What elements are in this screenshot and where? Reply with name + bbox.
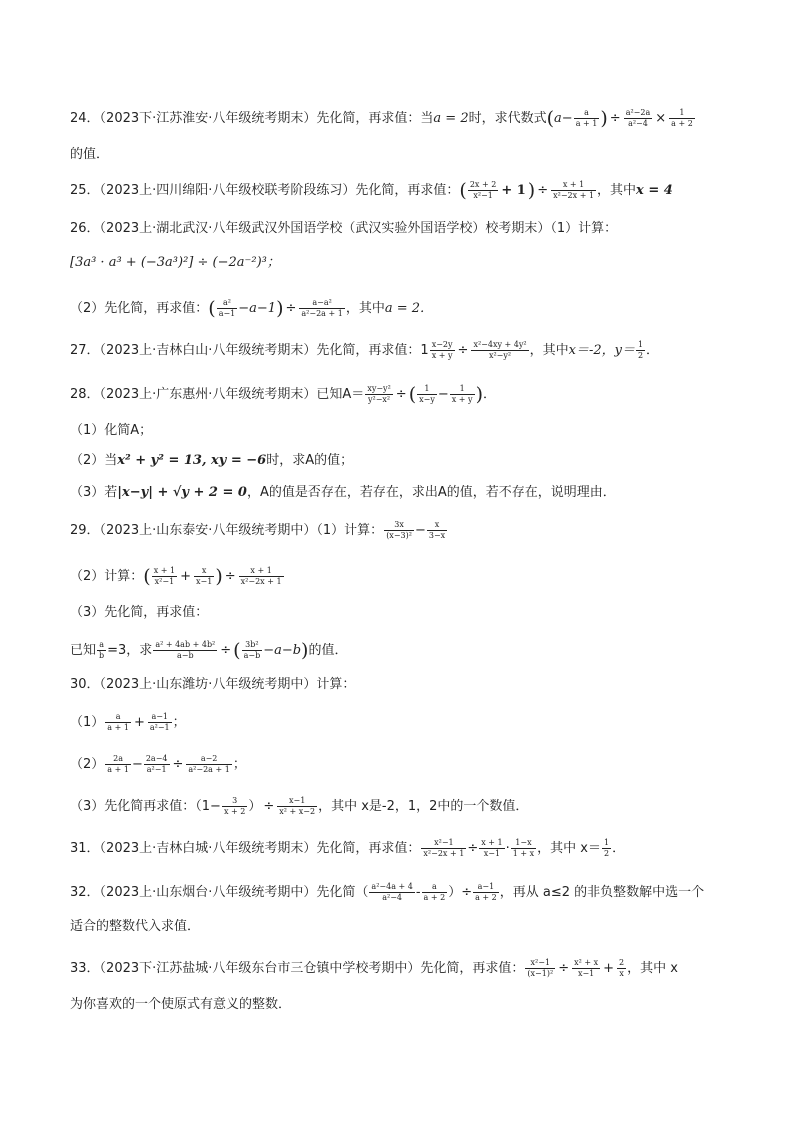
problem-31: 31．（2023上·吉林白城·八年级统考期末）先化简，再求值： $\frac{\text{x²−1}}{\text{x²−2x + 1}}$ ÷ $\frac{x + 1}{x-1}$ · $\frac{1-x}{1 + x}$ ，其中 x＝ $\frac{1}{2}$ ． (70, 838, 626, 858)
fraction: $\frac{3}{x + 2}$ (223, 796, 246, 816)
problem-source: （2023上·山东潍坊·八年级统考期中） (99, 677, 317, 692)
fraction: $\frac{a}{a + 1}$ (575, 108, 598, 128)
problem-text: 先化简，再求值： (316, 841, 421, 856)
fraction: $\frac{1}{2}$ (603, 838, 610, 858)
problem-27: 27．（2023上·吉林白山·八年级统考期末）先化简，再求值：1 $\frac{x-2y}{x + y}$ ÷ $\frac{\text{x²−4xy + 4y²}}{\text{x²−y²}}$ ，其中x＝-2，y＝ $\frac{1}{2}$ ． (70, 340, 660, 360)
fraction: $\frac{\text{x²−1}}{\text{x²−2x + 1}}$ (423, 838, 465, 858)
fraction: $\frac{\text{x²−1}}{\text{(x−1)²}}$ (527, 958, 554, 978)
condition: a = 2． (384, 301, 434, 316)
problem-24: 24．（2023下·江苏淮安·八年级统考期末）先化简，再求值：当a = 2时，求代数式(a− $\frac{a}{a + 1}$ ) ÷ $\frac{\text{a²−2a}}{\text{a²−4}}$ × $\frac{1}{a + 2}$ (70, 107, 693, 130)
fraction: $\frac{\text{a² + 4ab + 4b²}}{a-b}$ (155, 640, 216, 660)
problem-number: 30． (70, 677, 100, 692)
problem-source: （2023上·吉林白城·八年级统考期末） (99, 841, 317, 856)
problem-28: 28．（2023上·广东惠州·八年级统考期末）已知A＝ $\frac{\text{xy−y²}}{\text{y²−x²}}$ ÷ ( $\frac{1}{x-y}$ − $\frac{1}{x + y}$ )． (70, 383, 497, 406)
fraction: $\frac{x + 1}{\text{x²−2x + 1}}$ (553, 180, 595, 200)
fraction: $\frac{\text{x²−4xy + 4y²}}{\text{x²−y²}}$ (473, 340, 527, 360)
fraction: $\frac{1}{x + y}$ (451, 384, 473, 404)
fraction: $\frac{2a}{a + 1}$ (107, 754, 129, 774)
fraction: $\frac{a-2}{\text{a²−2a + 1}}$ (188, 754, 230, 774)
problem-29-part3 (70, 604, 208, 622)
fraction: $\frac{2x + 2}{\text{x²−1}}$ (469, 180, 497, 200)
problem-text: 计算： (316, 677, 356, 692)
fraction: $\frac{1-x}{1 + x}$ (512, 838, 535, 858)
fraction: $\frac{1}{x-y}$ (419, 384, 435, 404)
problem-text: （1） (70, 715, 105, 730)
condition: a = 2 (433, 111, 469, 126)
condition: x² + y² = 13, xy = −6 (117, 453, 267, 468)
fraction: $\frac{x + 1}{\text{x²−2x + 1}}$ (240, 566, 282, 586)
problem-29-part2: （2）计算：( $\frac{x + 1}{\text{x²−1}}$ + $\frac{x}{x-1}$ ) ÷ $\frac{x + 1}{\text{x²−2x + 1}}$ (70, 565, 282, 588)
problem-32: 32．（2023上·山东烟台·八年级统考期中）先化简（ $\frac{\text{a²−4a + 4}}{\text{a²−4}}$ - $\frac{a}{a + 2}$ ）÷ $\frac{a-1}{a + 2}$ ，再从 a≤2 的非负整数解中选一个 (70, 882, 705, 902)
fraction: $\frac{a-1}{a + 2}$ (475, 882, 497, 902)
problem-number: 27． (70, 343, 100, 358)
fraction: $\frac{x}{3-x}$ (428, 520, 446, 540)
fraction: $\frac{x + 1}{\text{x²−1}}$ (153, 566, 176, 586)
fraction: $\frac{\text{a−a²}}{\text{a²−2a + 1}}$ (301, 298, 343, 318)
problem-30 (70, 676, 355, 694)
problem-29-given: 已知 $\frac{a}{b}$ =3，求 $\frac{\text{a² + 4ab + 4b²}}{a-b}$ ÷ ( $\frac{\text{3b²}}{a-b}$ −a−b)的值． (70, 639, 348, 662)
problem-text: 的值． (308, 643, 348, 658)
fraction: $\frac{\text{a²−2a}}{\text{a²−4}}$ (625, 108, 651, 128)
problem-text: （1）化简A； (70, 423, 153, 438)
problem-number: 28． (70, 387, 100, 402)
problem-26-expr (70, 254, 280, 272)
fraction: $\frac{2}{x}$ (619, 958, 625, 978)
problem-number: 32． (70, 885, 100, 900)
problem-text: （1）计算： (550, 221, 618, 236)
problem-25: 25．（2023上·四川绵阳·八年级校联考阶段练习）先化简，再求值：( $\frac{2x + 2}{\text{x²−1}}$ + 1 ) ÷ $\frac{x + 1}{\text{x²−2x + 1}}$ ，其中x = 4 (70, 179, 673, 202)
problem-24-tail (70, 146, 109, 164)
fraction: $\frac{1}{2}$ (637, 340, 644, 360)
condition: |x−y| + √y + 2 = 0 (117, 485, 247, 500)
problem-29: 29．（2023上·山东泰安·八年级统考期中）（1）计算： $\frac{3x}{\text{(x−3)²}}$ − $\frac{x}{3-x}$ (70, 520, 446, 540)
fraction: $\frac{3x}{\text{(x−3)²}}$ (386, 520, 412, 540)
problem-30-part1: （1） $\frac{a}{a + 1}$ + $\frac{a-1}{\text{a²−1}}$ ； (70, 712, 186, 732)
problem-number: 31． (70, 841, 100, 856)
problem-text: （2）先化简，再求值： (70, 301, 209, 316)
problem-30-part3: （3）先化简再求值：（1− $\frac{3}{x + 2}$ ） ÷ $\frac{x-1}{\text{x² + x−2}}$ ，其中 x是-2，1，2中的一个数值． (70, 796, 529, 816)
problem-source: （2023上·广东惠州·八年级统考期末） (99, 387, 317, 402)
problem-number: 26． (70, 221, 100, 236)
fraction: $\frac{x}{x-1}$ (196, 566, 213, 586)
problem-text: （2）当 (70, 453, 118, 468)
problem-text: （1）计算： (316, 523, 384, 538)
problem-number: 29． (70, 523, 100, 538)
problem-text: ，其中 x (627, 961, 678, 976)
problem-text: 先化简（ (316, 885, 369, 900)
problem-text: 的值． (70, 147, 110, 162)
fraction: $\frac{\text{3b²}}{a-b}$ (243, 640, 261, 660)
fraction: $\frac{x-2y}{x + y}$ (431, 340, 453, 360)
problem-number: 33． (70, 961, 100, 976)
problem-text: 已知 (70, 643, 97, 658)
problem-32-line2 (70, 918, 200, 936)
problem-text: （3）先化简，再求值： (70, 605, 209, 620)
fraction: $\frac{\text{xy−y²}}{\text{y²−x²}}$ (367, 384, 391, 404)
problem-text: ，其中 (597, 183, 637, 198)
problem-text: 时，求代数式 (468, 111, 547, 126)
problem-26-part2: （2）先化简，再求值：( $\frac{\text{a²}}{a-1}$ −a−1) ÷ $\frac{\text{a−a²}}{\text{a²−2a + 1}}$ ，其中a = 2． (70, 297, 434, 320)
problem-text: ，其中 (529, 343, 569, 358)
problem-28-q1 (70, 422, 152, 440)
problem-text: 先化简，再求值：当 (316, 111, 434, 126)
problem-text: 先化简，再求值： (355, 183, 460, 198)
fraction: $\frac{x-1}{\text{x² + x−2}}$ (279, 796, 316, 816)
problem-text: 先化简，再求值： (420, 961, 525, 976)
problem-text: 时，求A的值； (266, 453, 354, 468)
problem-text: ，其中 x是-2，1，2中的一个数值． (318, 799, 529, 814)
fraction: $\frac{\text{a²−4a + 4}}{\text{a²−4}}$ (371, 882, 413, 902)
problem-text: 已知A＝ (316, 387, 365, 402)
fraction: $\frac{1}{a + 2}$ (671, 108, 693, 128)
problem-28-q2 (70, 452, 353, 470)
fraction: $\frac{a}{a + 1}$ (107, 712, 129, 732)
fraction: $\frac{2a-4}{\text{a²−1}}$ (145, 754, 168, 774)
problem-text: 为你喜欢的一个使原式有意义的整数． (70, 997, 292, 1012)
problem-source: （2023上·山东泰安·八年级统考期中） (99, 523, 317, 538)
problem-33: 33．（2023下·江苏盐城·八年级东台市三仓镇中学校考期中）先化简，再求值： $\frac{\text{x²−1}}{\text{(x−1)²}}$ ÷ $\frac{\text{x² + x}}{x-1}$ + $\frac{2}{x}$ ，其中 x (70, 958, 678, 978)
problem-text: （3）若 (70, 485, 118, 500)
problem-text: （3）先化简再求值：（1− (70, 799, 221, 814)
fraction: $\frac{\text{x² + x}}{x-1}$ (574, 958, 599, 978)
problem-source: （2023上·湖北武汉·八年级武汉外国语学校（武汉实验外国语学校）校考期末） (99, 221, 551, 236)
problem-33-line2 (70, 996, 291, 1014)
problem-text: （2）计算： (70, 569, 144, 584)
condition: x＝-2，y＝ (568, 343, 635, 358)
problem-text: =3，求 (107, 643, 153, 658)
fraction: $\frac{a}{a + 2}$ (423, 882, 446, 902)
fraction: $\frac{a}{b}$ (99, 640, 105, 660)
problem-number: 25． (70, 183, 100, 198)
expression: [3a³ · a³ + (−3a³)²] ÷ (−2a⁻²)³； (70, 255, 280, 270)
fraction: $\frac{a-1}{\text{a²−1}}$ (149, 712, 170, 732)
problem-text: ，再从 a≤2 的非负整数解中选一个 (499, 885, 705, 900)
problem-source: （2023下·江苏盐城·八年级东台市三仓镇中学校考期中） (99, 961, 421, 976)
problem-source: （2023下·江苏淮安·八年级统考期末） (99, 111, 317, 126)
problem-source: （2023上·四川绵阳·八年级校联考阶段练习） (99, 183, 356, 198)
problem-28-q3 (70, 484, 616, 502)
problem-text: 先化简，再求值： (316, 343, 421, 358)
problem-source: （2023上·吉林白山·八年级统考期末） (99, 343, 317, 358)
problem-number: 24． (70, 111, 100, 126)
problem-26 (70, 220, 617, 238)
problem-text: 适合的整数代入求值． (70, 919, 201, 934)
problem-text: （2） (70, 757, 105, 772)
problem-30-part2: （2） $\frac{2a}{a + 1}$ − $\frac{2a-4}{\text{a²−1}}$ ÷ $\frac{a-2}{\text{a²−2a + 1}}$ ； (70, 754, 246, 774)
fraction: $\frac{x + 1}{x-1}$ (481, 838, 503, 858)
problem-text: ，其中 (345, 301, 385, 316)
condition: x = 4 (636, 183, 673, 198)
problem-source: （2023上·山东烟台·八年级统考期中） (99, 885, 317, 900)
problem-text: ，其中 x＝ (537, 841, 601, 856)
fraction: $\frac{\text{a²}}{a-1}$ (218, 298, 236, 318)
problem-text: ，A的值是否存在，若存在，求出A的值，若不存在，说明理由． (246, 485, 616, 500)
